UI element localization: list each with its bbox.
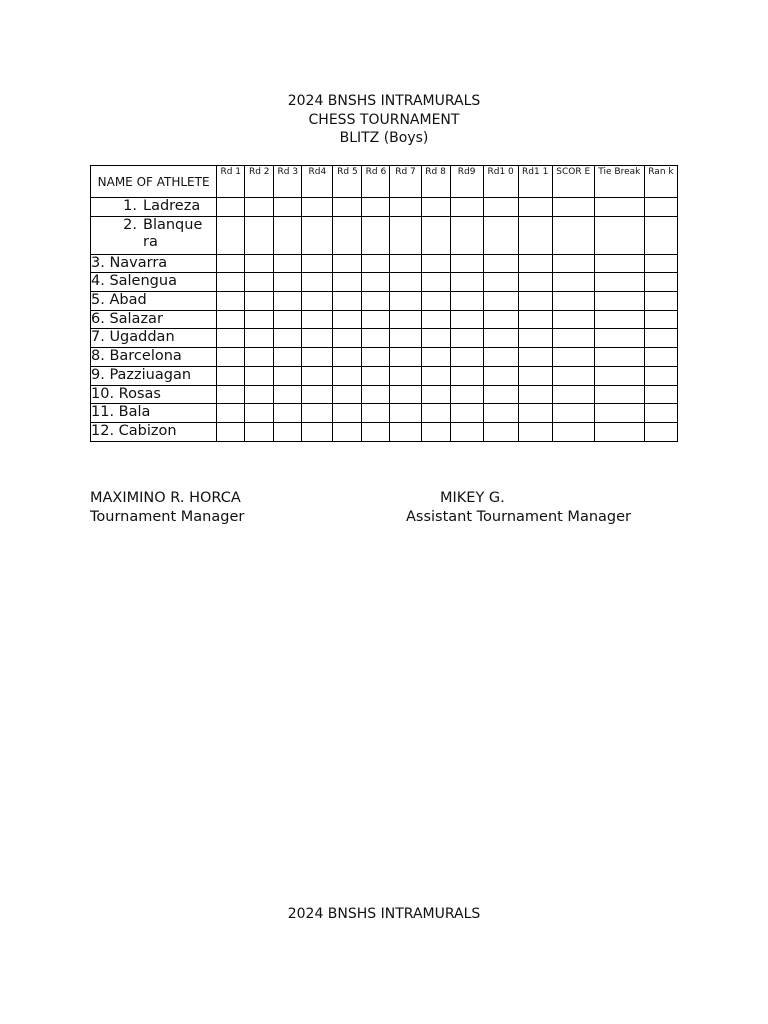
score-cell[interactable] [302,366,333,385]
table-row [91,404,678,423]
column-header-score: SCOR E [552,166,594,198]
score-cell[interactable] [594,348,644,367]
score-cell[interactable] [483,216,518,254]
column-header-rd5: Rd 5 [333,166,362,198]
score-cell[interactable] [518,254,552,273]
score-cell[interactable] [333,273,362,292]
score-cell[interactable] [274,254,302,273]
score-cell[interactable] [518,292,552,311]
score-cell[interactable] [302,310,333,329]
score-cell[interactable] [450,292,483,311]
score-cell[interactable] [362,292,390,311]
score-cell[interactable] [594,404,644,423]
score-cell[interactable] [245,404,274,423]
score-cell[interactable] [302,273,333,292]
score-cell[interactable] [483,404,518,423]
score-cell[interactable] [333,198,362,217]
score-cell[interactable] [245,422,274,441]
score-cell[interactable] [390,198,421,217]
score-cell[interactable] [217,348,245,367]
score-cell[interactable] [217,404,245,423]
score-cell[interactable] [421,348,450,367]
manager-role: Tournament Manager [90,509,245,525]
score-cell[interactable] [518,329,552,348]
score-cell[interactable] [421,404,450,423]
score-cell[interactable] [333,216,362,254]
score-cell[interactable] [333,366,362,385]
score-cell[interactable] [483,273,518,292]
score-cell[interactable] [217,310,245,329]
score-cell[interactable] [450,329,483,348]
table-row [91,310,678,329]
score-cell[interactable] [390,366,421,385]
score-cell[interactable] [552,254,594,273]
score-cell[interactable] [518,310,552,329]
score-cell[interactable] [483,422,518,441]
column-header-rd10: Rd1 0 [483,166,518,198]
score-cell[interactable] [421,329,450,348]
score-cell[interactable] [594,422,644,441]
score-cell[interactable] [421,216,450,254]
athlete-name-cell: 8. Barcelona [91,348,217,367]
score-cell[interactable] [390,216,421,254]
score-cell[interactable] [274,422,302,441]
score-cell[interactable] [217,216,245,254]
table-row [91,329,678,348]
athlete-name: Ladreza [143,198,201,214]
score-cell[interactable] [333,385,362,404]
score-cell[interactable] [245,310,274,329]
score-cell[interactable] [390,254,421,273]
score-cell[interactable] [217,292,245,311]
table-row [91,292,678,311]
score-cell[interactable] [390,422,421,441]
score-cell[interactable] [302,348,333,367]
score-cell[interactable] [245,198,274,217]
score-cell[interactable] [552,329,594,348]
athlete-name-cell: 5. Abad [91,292,217,311]
score-cell[interactable] [483,385,518,404]
score-cell[interactable] [362,198,390,217]
athlete-name-cell: 9. Pazziuagan [91,366,217,385]
score-cell[interactable] [644,254,677,273]
table-row [91,422,678,441]
score-cell[interactable] [302,216,333,254]
score-cell[interactable] [644,404,677,423]
score-cell[interactable] [274,216,302,254]
score-cell[interactable] [552,310,594,329]
score-cell[interactable] [362,348,390,367]
athlete-name-cell: 4. Salengua [91,273,217,292]
score-cell[interactable] [594,254,644,273]
score-cell[interactable] [518,422,552,441]
score-cell[interactable] [333,254,362,273]
score-cell[interactable] [552,404,594,423]
score-cell[interactable] [483,254,518,273]
score-cell[interactable] [217,254,245,273]
score-cell[interactable] [362,254,390,273]
score-cell[interactable] [333,329,362,348]
column-header-rd6: Rd 6 [362,166,390,198]
score-cell[interactable] [217,198,245,217]
athlete-number: 1. [123,198,137,214]
score-cell[interactable] [274,329,302,348]
score-cell[interactable] [390,292,421,311]
page-footer: 2024 BNSHS INTRAMURALS [287,906,481,922]
column-header-rd8: Rd 8 [421,166,450,198]
score-cell[interactable] [302,422,333,441]
score-cell[interactable] [594,198,644,217]
score-cell[interactable] [274,366,302,385]
score-cell[interactable] [245,216,274,254]
score-cell[interactable] [333,310,362,329]
score-cell[interactable] [644,366,677,385]
column-header-rd2: Rd 2 [245,166,274,198]
score-cell[interactable] [362,273,390,292]
score-cell[interactable] [644,310,677,329]
column-header-rd4: Rd4 [302,166,333,198]
score-cell[interactable] [217,329,245,348]
score-cell[interactable] [518,366,552,385]
score-cell[interactable] [245,348,274,367]
column-header-rd3: Rd 3 [274,166,302,198]
score-cell[interactable] [390,310,421,329]
column-header-rank: Ran k [644,166,677,198]
score-cell[interactable] [421,198,450,217]
score-cell[interactable] [483,329,518,348]
score-cell[interactable] [518,385,552,404]
score-cell[interactable] [552,385,594,404]
score-cell[interactable] [421,292,450,311]
score-cell[interactable] [450,273,483,292]
score-cell[interactable] [594,216,644,254]
score-cell[interactable] [421,254,450,273]
score-cell[interactable] [245,254,274,273]
score-cell[interactable] [362,385,390,404]
assistant-manager-role: Assistant Tournament Manager [406,509,631,525]
score-cell[interactable] [333,422,362,441]
score-cell[interactable] [274,348,302,367]
score-cell[interactable] [362,310,390,329]
standings-table [90,165,678,442]
score-cell[interactable] [450,385,483,404]
athlete-name-cell: 11. Bala [91,404,217,423]
table-row [91,385,678,404]
score-cell[interactable] [483,198,518,217]
table-row [91,216,678,254]
score-cell[interactable] [518,273,552,292]
score-cell[interactable] [450,366,483,385]
title-line-3: BLITZ (Boys) [339,130,429,146]
athlete-name-cell: 7. Ugaddan [91,329,217,348]
score-cell[interactable] [362,329,390,348]
document-title [0,92,768,148]
score-cell[interactable] [217,366,245,385]
score-cell[interactable] [245,292,274,311]
score-cell[interactable] [390,404,421,423]
score-cell[interactable] [644,385,677,404]
score-cell[interactable] [333,348,362,367]
score-cell[interactable] [362,404,390,423]
athlete-name-cell: 10. Rosas [91,385,217,404]
score-cell[interactable] [450,422,483,441]
score-cell[interactable] [518,216,552,254]
title-line-2: CHESS TOURNAMENT [308,111,460,128]
score-cell[interactable] [362,216,390,254]
column-header-rd11: Rd1 1 [518,166,552,198]
score-cell[interactable] [217,385,245,404]
title-line-1: 2024 BNSHS INTRAMURALS [287,93,481,109]
score-cell[interactable] [274,292,302,311]
score-cell[interactable] [390,385,421,404]
table-row [91,198,678,217]
score-cell[interactable] [483,348,518,367]
score-cell[interactable] [450,404,483,423]
table-row [91,348,678,367]
score-cell[interactable] [450,348,483,367]
athlete-name-cell [91,198,217,217]
score-cell[interactable] [644,422,677,441]
column-header-name: NAME OF ATHLETE [91,166,217,198]
score-cell[interactable] [274,385,302,404]
score-cell[interactable] [302,254,333,273]
signature-block-manager [90,489,244,527]
score-cell[interactable] [552,216,594,254]
score-cell[interactable] [245,385,274,404]
score-cell[interactable] [245,366,274,385]
athlete-number: 2. [123,216,137,233]
signature-block-assistant-manager [406,489,631,527]
score-cell[interactable] [552,292,594,311]
table-row [91,366,678,385]
score-cell[interactable] [644,292,677,311]
score-cell[interactable] [421,310,450,329]
score-cell[interactable] [644,216,677,254]
score-cell[interactable] [274,198,302,217]
score-cell[interactable] [390,348,421,367]
score-cell[interactable] [274,310,302,329]
score-cell[interactable] [644,329,677,348]
score-cell[interactable] [594,366,644,385]
score-cell[interactable] [644,348,677,367]
manager-name: MAXIMINO R. HORCA [90,490,241,506]
score-cell[interactable] [644,273,677,292]
table-row [91,254,678,273]
score-cell[interactable] [552,273,594,292]
column-header-tie-break: Tie Break [594,166,644,198]
score-cell[interactable] [274,404,302,423]
table-row [91,273,678,292]
assistant-manager-name: MIKEY G. [440,490,505,506]
score-cell[interactable] [594,310,644,329]
score-cell[interactable] [450,216,483,254]
score-cell[interactable] [421,366,450,385]
score-cell[interactable] [421,385,450,404]
score-cell[interactable] [518,404,552,423]
score-cell[interactable] [552,198,594,217]
score-cell[interactable] [483,292,518,311]
score-cell[interactable] [245,329,274,348]
score-cell[interactable] [483,310,518,329]
score-cell[interactable] [552,366,594,385]
score-cell[interactable] [450,310,483,329]
score-cell[interactable] [274,273,302,292]
score-cell[interactable] [421,273,450,292]
score-cell[interactable] [518,348,552,367]
score-cell[interactable] [594,385,644,404]
score-cell[interactable] [217,273,245,292]
athlete-name-cell: 3. Navarra [91,254,217,273]
score-cell[interactable] [594,292,644,311]
score-cell[interactable] [450,254,483,273]
column-header-rd9: Rd9 [450,166,483,198]
score-cell[interactable] [450,198,483,217]
score-cell[interactable] [421,422,450,441]
score-cell[interactable] [362,422,390,441]
score-cell[interactable] [552,422,594,441]
score-cell[interactable] [302,198,333,217]
score-cell[interactable] [644,198,677,217]
column-header-rd1: Rd 1 [217,166,245,198]
score-cell[interactable] [333,404,362,423]
score-cell[interactable] [333,292,362,311]
score-cell[interactable] [390,273,421,292]
score-cell[interactable] [245,273,274,292]
column-header-rd7: Rd 7 [390,166,421,198]
score-cell[interactable] [217,422,245,441]
score-cell[interactable] [594,329,644,348]
athlete-name-cell [91,216,217,254]
score-cell[interactable] [552,348,594,367]
athlete-name-cell: 6. Salazar [91,310,217,329]
score-cell[interactable] [302,385,333,404]
athlete-name-cell: 12. Cabizon [91,422,217,441]
score-cell[interactable] [302,292,333,311]
score-cell[interactable] [390,329,421,348]
table-header-row [91,166,678,198]
score-cell[interactable] [362,366,390,385]
athlete-name: Blanquera [143,216,203,250]
score-cell[interactable] [518,198,552,217]
score-cell[interactable] [483,366,518,385]
score-cell[interactable] [302,329,333,348]
score-cell[interactable] [302,404,333,423]
score-cell[interactable] [594,273,644,292]
